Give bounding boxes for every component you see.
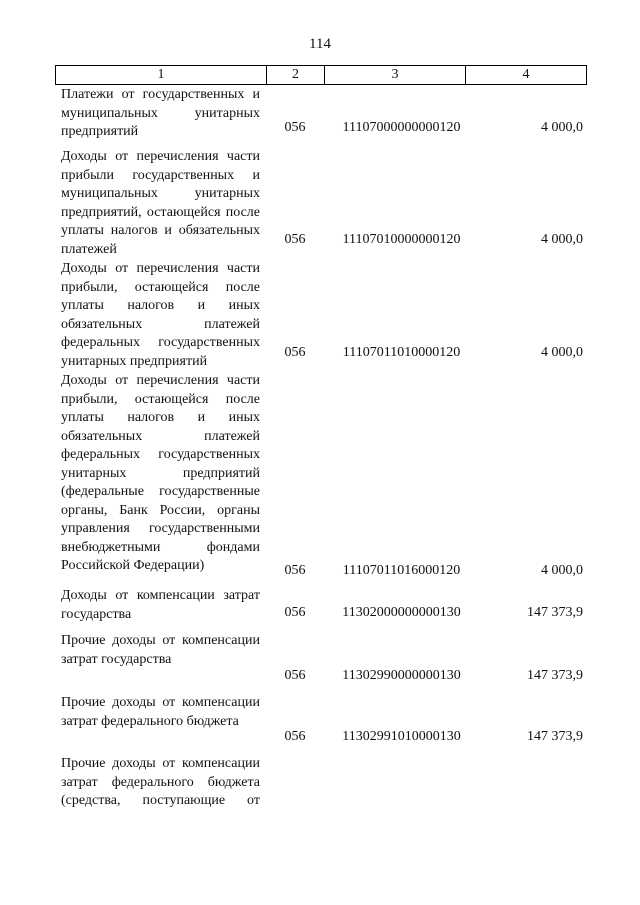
row-code: 056 — [284, 345, 306, 360]
row-amount: 4 000,0 — [541, 232, 583, 247]
row-code: 056 — [284, 563, 306, 578]
row-description: Доходы от компенсации затрат государства — [61, 588, 260, 622]
table-header — [55, 65, 587, 85]
column-header-2: 2 — [267, 66, 325, 84]
column-header-4: 4 — [522, 67, 530, 82]
row-code: 056 — [284, 232, 306, 247]
column-header-3: 3 — [325, 66, 466, 84]
row-code: 056 — [284, 605, 306, 620]
row-code: 056 — [284, 729, 306, 744]
row-description: Прочие доходы от компенсации затрат федерального бюджета — [61, 695, 260, 729]
row-kbk: 11107010000000120 — [342, 232, 461, 247]
row-amount: 4 000,0 — [541, 120, 583, 135]
row-amount: 147 373,9 — [527, 605, 583, 620]
row-code: 056 — [284, 120, 306, 135]
row-description: Прочие доходы от компенсации затрат федерального бюджета (средства, поступающие от — [61, 756, 260, 808]
row-description: Платежи от государственных и муниципальных унитарных предприятий — [61, 87, 260, 139]
row-kbk: 11302000000000130 — [342, 605, 461, 620]
row-kbk: 11107000000000120 — [342, 120, 461, 135]
row-description: Доходы от перечисления части прибыли, остающейся после уплаты налогов и иных обязательных платежей федеральных государственных унитарных предприятий (федеральные государственные органы, Банк России, органы управления государственными внебюджетными фондами Российской Федерации) — [61, 373, 260, 573]
row-description: Доходы от перечисления части прибыли государственных и муниципальных унитарных предприятий, остающейся после уплаты налогов и обязательных платежей — [61, 149, 260, 257]
row-code: 056 — [284, 668, 306, 683]
row-amount: 4 000,0 — [541, 345, 583, 360]
row-description: Доходы от перечисления части прибыли, остающейся после уплаты налогов и иных обязательных платежей федеральных государственных унитарных предприятий — [61, 261, 260, 369]
row-kbk: 11107011016000120 — [342, 563, 461, 578]
page-number: 114 — [309, 36, 331, 52]
row-description: Прочие доходы от компенсации затрат государства — [61, 633, 260, 667]
row-kbk: 11107011010000120 — [342, 345, 461, 360]
row-amount: 147 373,9 — [527, 729, 583, 744]
row-kbk: 11302990000000130 — [342, 668, 461, 683]
row-amount: 4 000,0 — [541, 563, 583, 578]
row-amount: 147 373,9 — [527, 668, 583, 683]
row-kbk: 11302991010000130 — [342, 729, 461, 744]
column-header-1: 1 — [56, 66, 267, 84]
